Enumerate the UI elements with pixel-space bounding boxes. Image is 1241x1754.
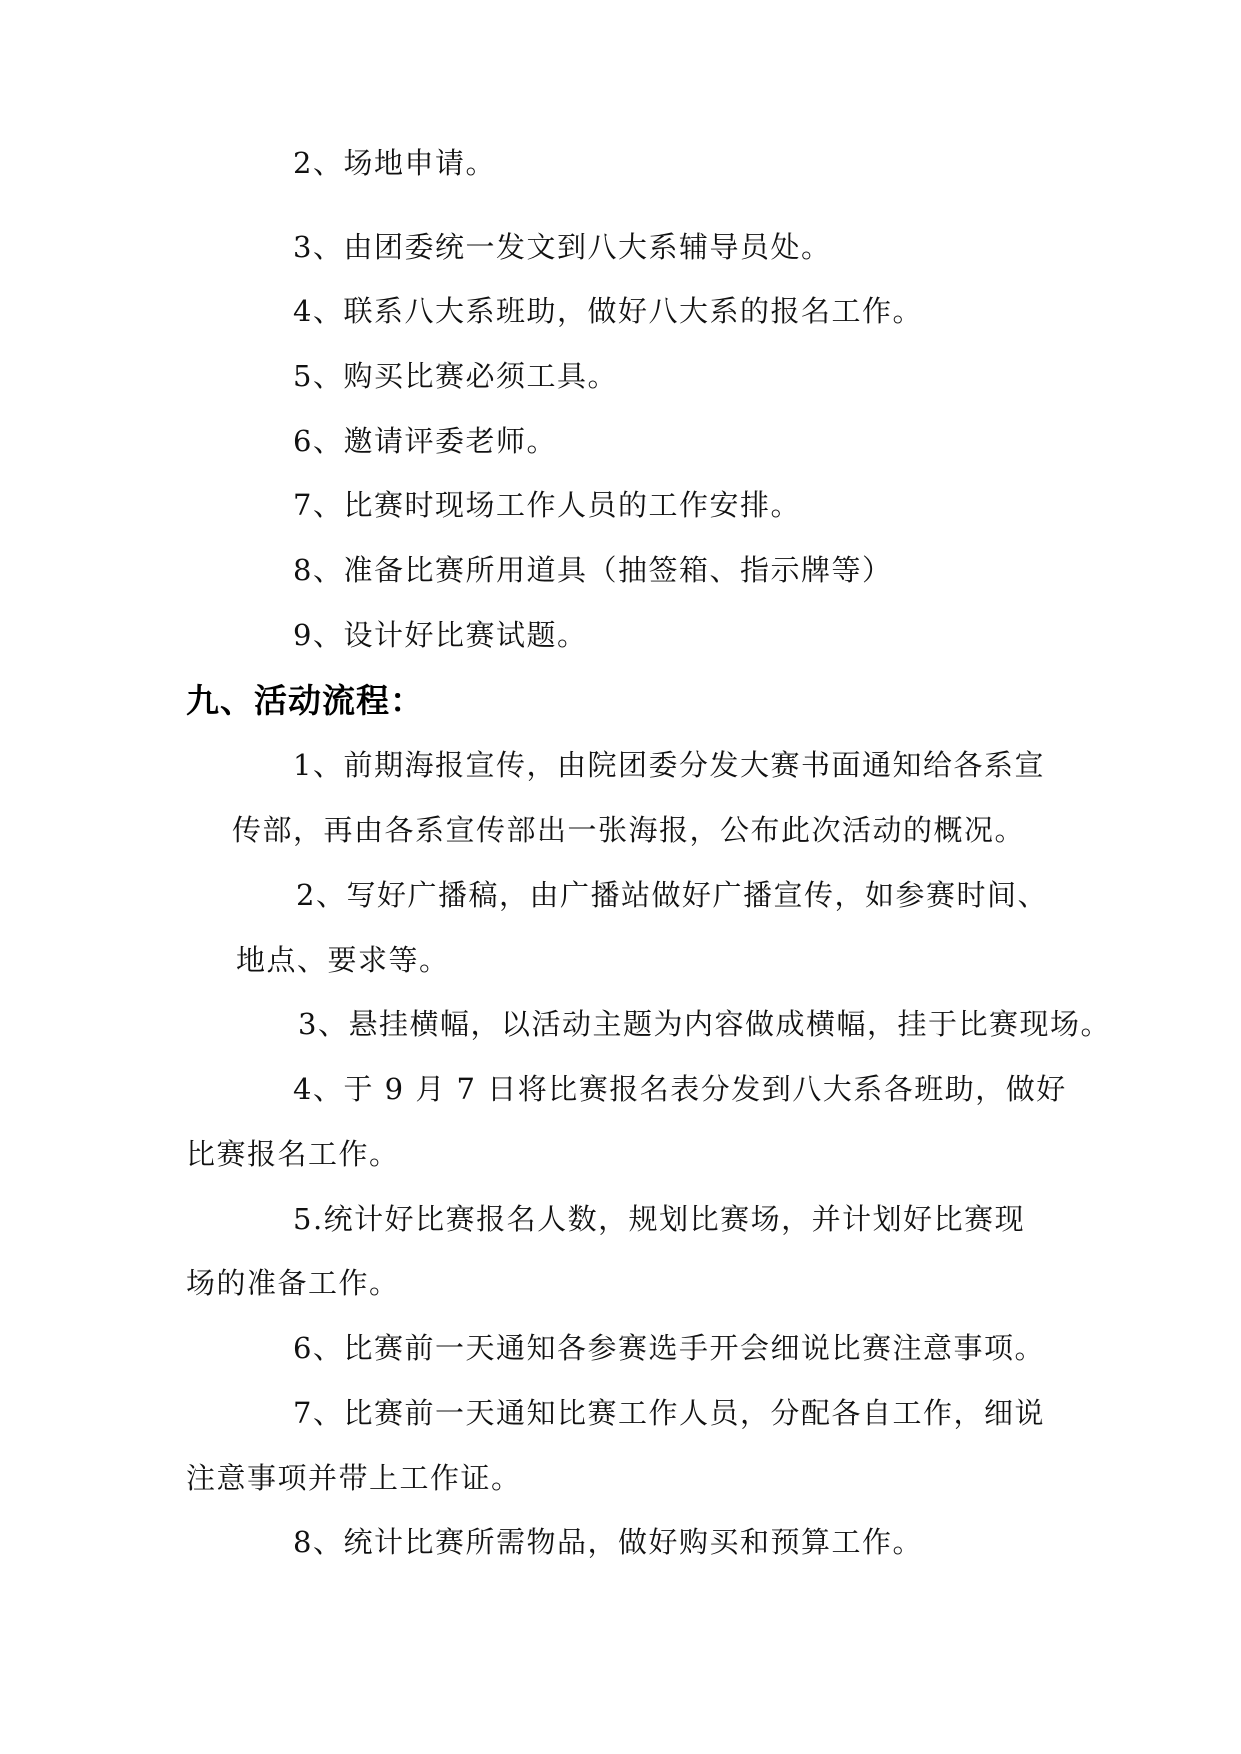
- flow-step-line: 7、比赛前一天通知比赛工作人员，分配各自工作，细说: [293, 1396, 1045, 1430]
- prep-item: 9、设计好比赛试题。: [293, 618, 588, 652]
- prep-item: 8、准备比赛所用道具（抽签箱、指示牌等）: [293, 553, 893, 587]
- flow-step-line: 8、统计比赛所需物品，做好购买和预算工作。: [293, 1525, 923, 1559]
- flow-step-line: 地点、要求等。: [236, 943, 450, 977]
- flow-step-line: 4、于 9 月 7 日将比赛报名表分发到八大系各班助，做好: [293, 1072, 1067, 1106]
- flow-step-line: 6、比赛前一天通知各参赛选手开会细说比赛注意事项。: [293, 1331, 1045, 1365]
- prep-item: 4、联系八大系班助，做好八大系的报名工作。: [293, 294, 923, 328]
- prep-item: 2、场地申请。: [293, 146, 496, 180]
- flow-step-line: 1、前期海报宣传，由院团委分发大赛书面通知给各系宣: [293, 748, 1045, 782]
- flow-step-line: 3、悬挂横幅，以活动主题为内容做成横幅，挂于比赛现场。: [298, 1007, 1111, 1041]
- flow-step-line: 2、写好广播稿，由广播站做好广播宣传，如参赛时间、: [296, 878, 1048, 912]
- flow-step-line: 传部，再由各系宣传部出一张海报，公布此次活动的概况。: [232, 813, 1026, 847]
- prep-item: 3、由团委统一发文到八大系辅导员处。: [293, 230, 832, 264]
- section-heading: 九、活动流程：: [186, 681, 424, 720]
- prep-item: 7、比赛时现场工作人员的工作安排。: [293, 488, 801, 522]
- prep-item: 6、邀请评委老师。: [293, 424, 557, 458]
- flow-step-line: 注意事项并带上工作证。: [186, 1461, 522, 1495]
- prep-item: 5、购买比赛必须工具。: [293, 359, 618, 393]
- flow-step-line: 场的准备工作。: [186, 1266, 400, 1300]
- flow-step-line: 5.统计好比赛报名人数，规划比赛场，并计划好比赛现: [293, 1202, 1026, 1236]
- flow-step-line: 比赛报名工作。: [186, 1137, 400, 1171]
